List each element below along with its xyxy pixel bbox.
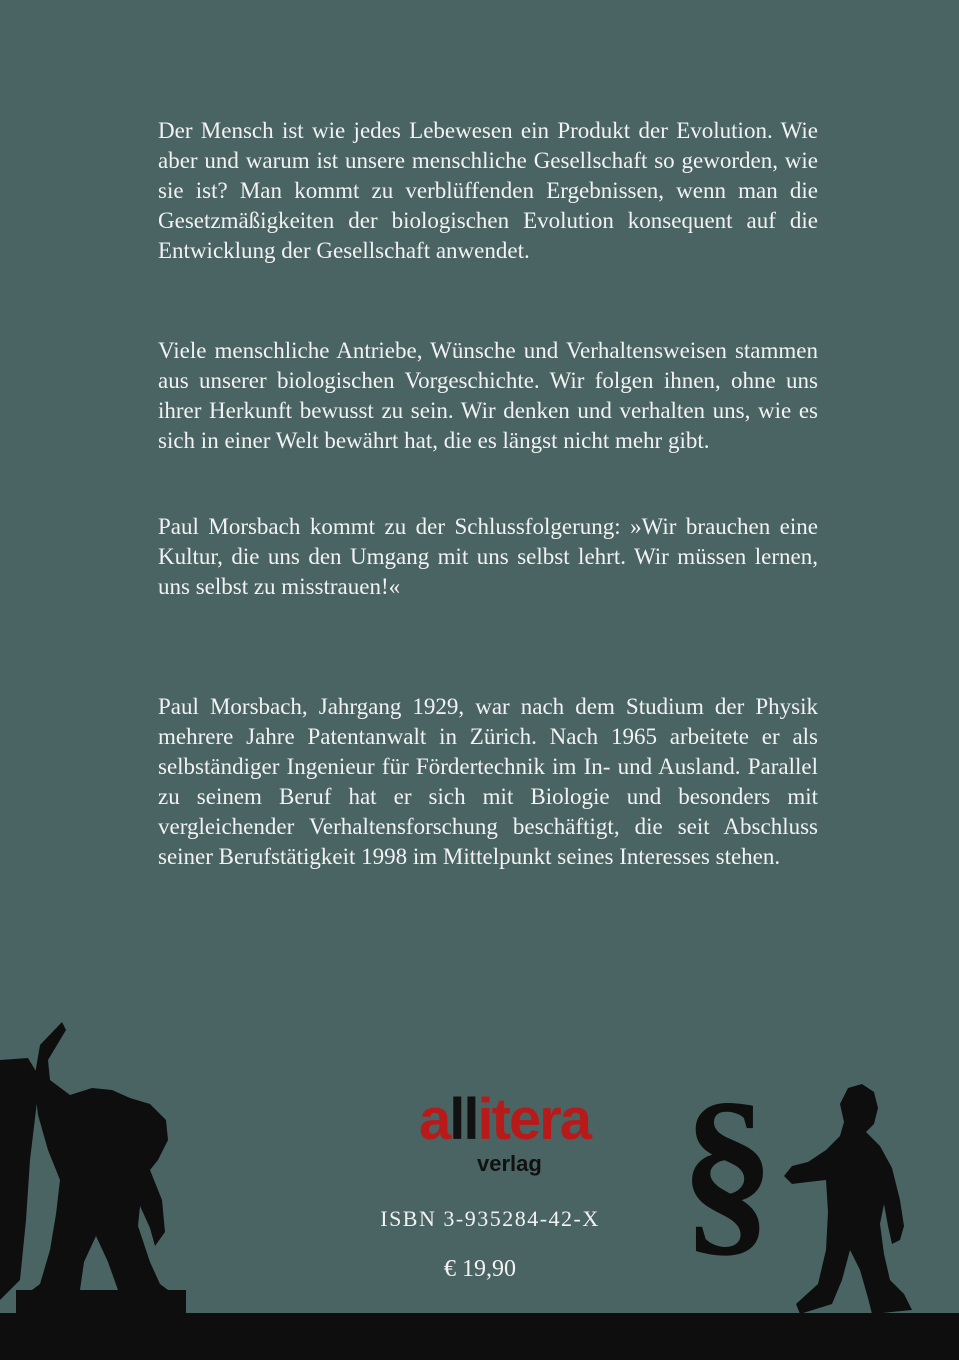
isbn-number: ISBN 3-935284-42-X — [380, 1206, 600, 1231]
publisher-logo-subtitle: verlag — [477, 1151, 542, 1176]
publisher-logo-wordmark: allitera — [419, 1087, 591, 1152]
blurb-paragraph-1: Der Mensch ist wie jedes Lebewesen ein Produkt der Evolution. Wie aber und warum ist unsere menschliche Gesellschaft so geworden, wie sie ist? Man kommt zu verblüffenden Ergebnissen, wenn man die Gesetzmäßigkeiten der biologischen Evolution konsequent auf die Entwicklung der Gesellschaft anwendet. — [158, 118, 818, 263]
blurb-paragraph-2: Viele menschliche Antriebe, Wünsche und Verhaltensweisen stammen aus unserer biologischen Vorgeschichte. Wir folgen ihnen, ohne uns ihrer Herkunft bewusst zu sein. Wir denken und verhalten uns, wie es sich in einer Welt bewährt hat, die es längst nicht mehr gibt. — [158, 338, 818, 453]
rock-silhouette — [0, 1058, 40, 1300]
price-label: € 19,90 — [444, 1256, 516, 1282]
blurb-paragraph-3: Paul Morsbach kommt zu der Schlussfolgerung: »Wir brauchen eine Kultur, die uns den Umgang mit uns selbst lehrt. Wir müssen lernen, uns selbst zu misstrauen!« — [158, 514, 818, 599]
ground-silhouette — [0, 1313, 959, 1360]
ape-silhouette — [20, 1022, 182, 1314]
man-silhouette — [784, 1084, 912, 1314]
paragraph-sign-icon: § — [680, 1064, 775, 1274]
author-bio: Paul Morsbach, Jahrgang 1929, war nach dem Studium der Physik mehrere Jahre Patentanwalt in Zürich. Nach 1965 arbeitete er als selbständiger Ingenieur für Fördertechnik im In- und Ausland. Parallel zu seinem Beruf hat er sich mit Biologie und besonders mit vergleichender Verhaltensforschung beschäftigt, die seit Abschluss seiner Berufstätigkeit 1998 im Mittelpunkt seines Interesses stehen. — [158, 694, 818, 869]
publisher-logo — [419, 1085, 591, 1185]
